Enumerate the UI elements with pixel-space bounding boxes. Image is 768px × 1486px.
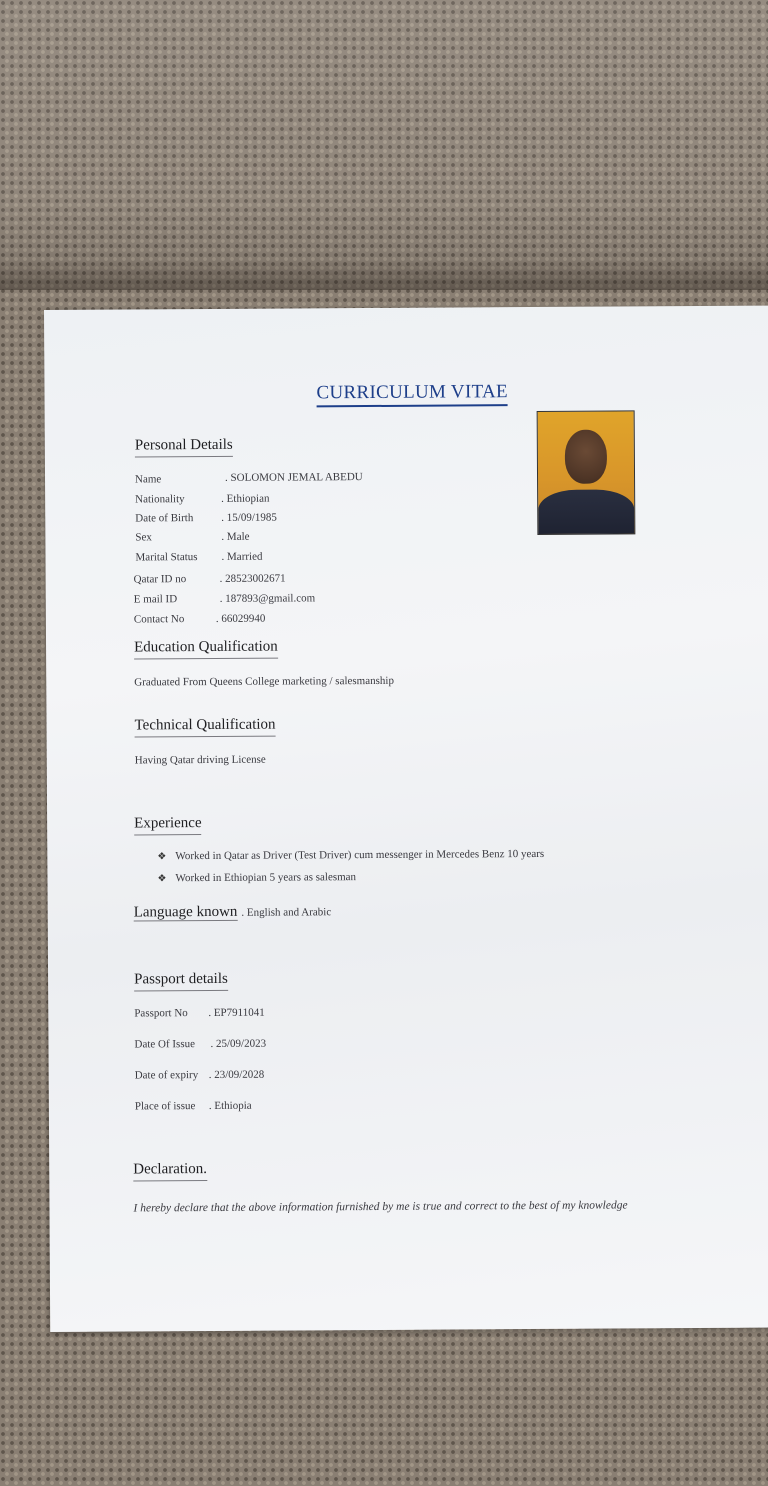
experience-item-text: Worked in Ethiopian 5 years as salesman xyxy=(175,871,357,885)
education-text: Graduated From Queens College marketing / salesmanship xyxy=(134,674,394,689)
language-value: . English and Arabic xyxy=(241,906,332,919)
experience-heading: Experience xyxy=(134,815,202,835)
qatar-id-label: Qatar ID no xyxy=(133,573,187,586)
name-value: . SOLOMON JEMAL ABEDU xyxy=(224,471,363,484)
fabric-fold-shadow xyxy=(0,260,768,290)
profile-photo xyxy=(537,410,636,535)
sex-value: . Male xyxy=(221,530,250,543)
passport-heading: Passport details xyxy=(134,971,228,992)
declaration-text: I hereby declare that the above information furnished by me is true and correct to the best of my knowledge xyxy=(133,1199,628,1215)
technical-text: Having Qatar driving License xyxy=(134,753,266,767)
name-label: Name xyxy=(135,473,162,486)
passport-no-value: . EP7911041 xyxy=(208,1006,265,1020)
personal-details-heading: Personal Details xyxy=(135,437,233,458)
date-of-issue-value: . 25/09/2023 xyxy=(210,1037,267,1050)
nationality-value: . Ethiopian xyxy=(221,492,270,505)
contact-no-label: Contact No xyxy=(133,613,185,626)
email-label: E mail ID xyxy=(133,593,178,606)
declaration-heading: Declaration. xyxy=(133,1161,207,1181)
date-of-birth-label: Date of Birth xyxy=(135,512,194,525)
place-of-issue-value: . Ethiopia xyxy=(208,1099,252,1113)
cv-title: CURRICULUM VITAE xyxy=(316,381,508,407)
cv-paper xyxy=(44,306,768,1332)
diamond-bullet-icon: ❖ xyxy=(157,873,167,885)
diamond-bullet-icon: ❖ xyxy=(157,851,167,863)
date-of-expiry-label: Date of expiry xyxy=(134,1069,199,1082)
technical-heading: Technical Qualification xyxy=(134,717,275,738)
marital-status-label: Marital Status xyxy=(135,551,198,564)
sex-label: Sex xyxy=(135,531,152,544)
photo-shoulders xyxy=(538,489,634,535)
nationality-label: Nationality xyxy=(135,493,185,506)
date-of-issue-label: Date Of Issue xyxy=(134,1038,196,1051)
experience-item xyxy=(157,848,544,862)
marital-status-value: . Married xyxy=(221,550,263,563)
date-of-expiry-value: . 23/09/2028 xyxy=(208,1068,265,1082)
passport-no-label: Passport No xyxy=(134,1007,188,1020)
experience-item xyxy=(157,871,356,884)
language-line xyxy=(134,902,332,921)
date-of-birth-value: . 15/09/1985 xyxy=(221,511,277,524)
fabric-background-fold xyxy=(0,0,768,290)
place-of-issue-label: Place of issue xyxy=(134,1100,196,1113)
language-heading: Language known xyxy=(133,903,238,921)
education-heading: Education Qualification xyxy=(134,639,278,660)
contact-no-value: . 66029940 xyxy=(215,612,266,625)
email-value: . 187893@gmail.com xyxy=(219,592,316,605)
photo-face xyxy=(565,430,607,484)
qatar-id-value: . 28523002671 xyxy=(219,572,286,585)
experience-item-text: Worked in Qatar as Driver (Test Driver) cum messenger in Mercedes Benz 10 years xyxy=(175,847,545,863)
